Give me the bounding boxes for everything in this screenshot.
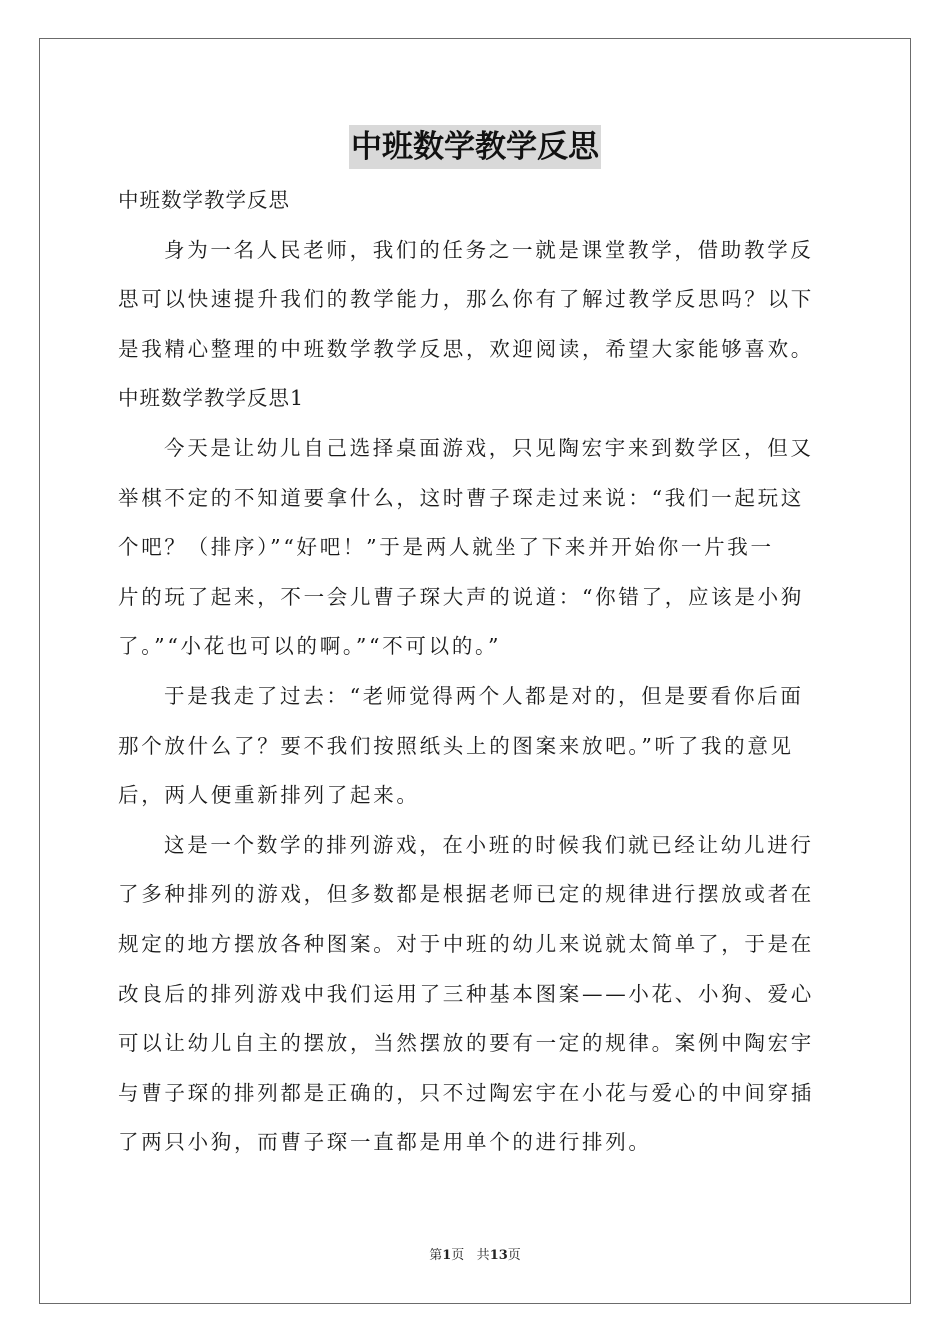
document-title: 中班数学教学反思 xyxy=(349,125,601,169)
paragraph-line: 举棋不定的不知道要拿什么，这时曹子琛走过来说：“我们一起玩这 xyxy=(118,485,804,510)
page-number: 1 xyxy=(442,1248,452,1263)
section-heading: 中班数学教学反思1 xyxy=(118,386,305,411)
total-pages-label xyxy=(477,1248,521,1263)
paragraph-line: 思可以快速提升我们的教学能力，那么你有了解过教学反思吗？以下 xyxy=(118,287,814,312)
paragraph-line: 那个放什么了？要不我们按照纸头上的图案来放吧。”听了我的意见 xyxy=(118,733,794,758)
paragraph-line: 片的玩了起来，不一会儿曹子琛大声的说道：“你错了，应该是小狗 xyxy=(118,584,804,609)
paragraph-line: 改良后的排列游戏中我们运用了三种基本图案——小花、小狗、爱心 xyxy=(118,981,814,1006)
paragraph-line: 了两只小狗，而曹子琛一直都是用单个的进行排列。 xyxy=(118,1130,652,1155)
paragraph-3 xyxy=(118,821,834,1168)
paragraph-line: 身为一名人民老师，我们的任务之一就是课堂教学，借助教学反 xyxy=(164,237,814,262)
intro-paragraph xyxy=(118,226,834,375)
title-container xyxy=(0,125,950,169)
page-suffix: 页 xyxy=(451,1248,465,1263)
paragraph-2 xyxy=(118,672,834,821)
paragraph-line: 于是我走了过去：“老师觉得两个人都是对的，但是要看你后面 xyxy=(164,683,804,708)
total-prefix: 共 xyxy=(476,1248,490,1263)
paragraph-line: 这是一个数学的排列游戏，在小班的时候我们就已经让幼儿进行 xyxy=(164,832,814,857)
total-suffix: 页 xyxy=(507,1248,521,1263)
paragraph-line: 与曹子琛的排列都是正确的，只不过陶宏宇在小花与爱心的中间穿插 xyxy=(118,1080,814,1105)
paragraph-1 xyxy=(118,424,834,672)
paragraph-line: 可以让幼儿自主的摆放，当然摆放的要有一定的规律。案例中陶宏宇 xyxy=(118,1031,814,1056)
paragraph-line: 是我精心整理的中班数学教学反思，欢迎阅读，希望大家能够喜欢。 xyxy=(118,336,814,361)
document-subtitle: 中班数学教学反思 xyxy=(118,188,290,212)
document-body xyxy=(118,176,834,1168)
page-prefix: 第 xyxy=(429,1248,443,1263)
paragraph-line: 了多种排列的游戏，但多数都是根据老师已定的规律进行摆放或者在 xyxy=(118,882,814,907)
paragraph-line: 今天是让幼儿自己选择桌面游戏，只见陶宏宇来到数学区，但又 xyxy=(164,435,814,460)
page-footer xyxy=(0,1246,950,1266)
paragraph-line: 了。”“小花也可以的啊。”“不可以的。” xyxy=(118,634,502,659)
page-number-label xyxy=(429,1248,464,1263)
total-pages: 13 xyxy=(489,1248,508,1263)
paragraph-line: 个吧？（排序）”“好吧！”于是两人就坐了下来并开始你一片我一 xyxy=(118,535,774,560)
paragraph-line: 规定的地方摆放各种图案。对于中班的幼儿来说就太简单了，于是在 xyxy=(118,931,814,956)
paragraph-line: 后，两人便重新排列了起来。 xyxy=(118,783,420,808)
